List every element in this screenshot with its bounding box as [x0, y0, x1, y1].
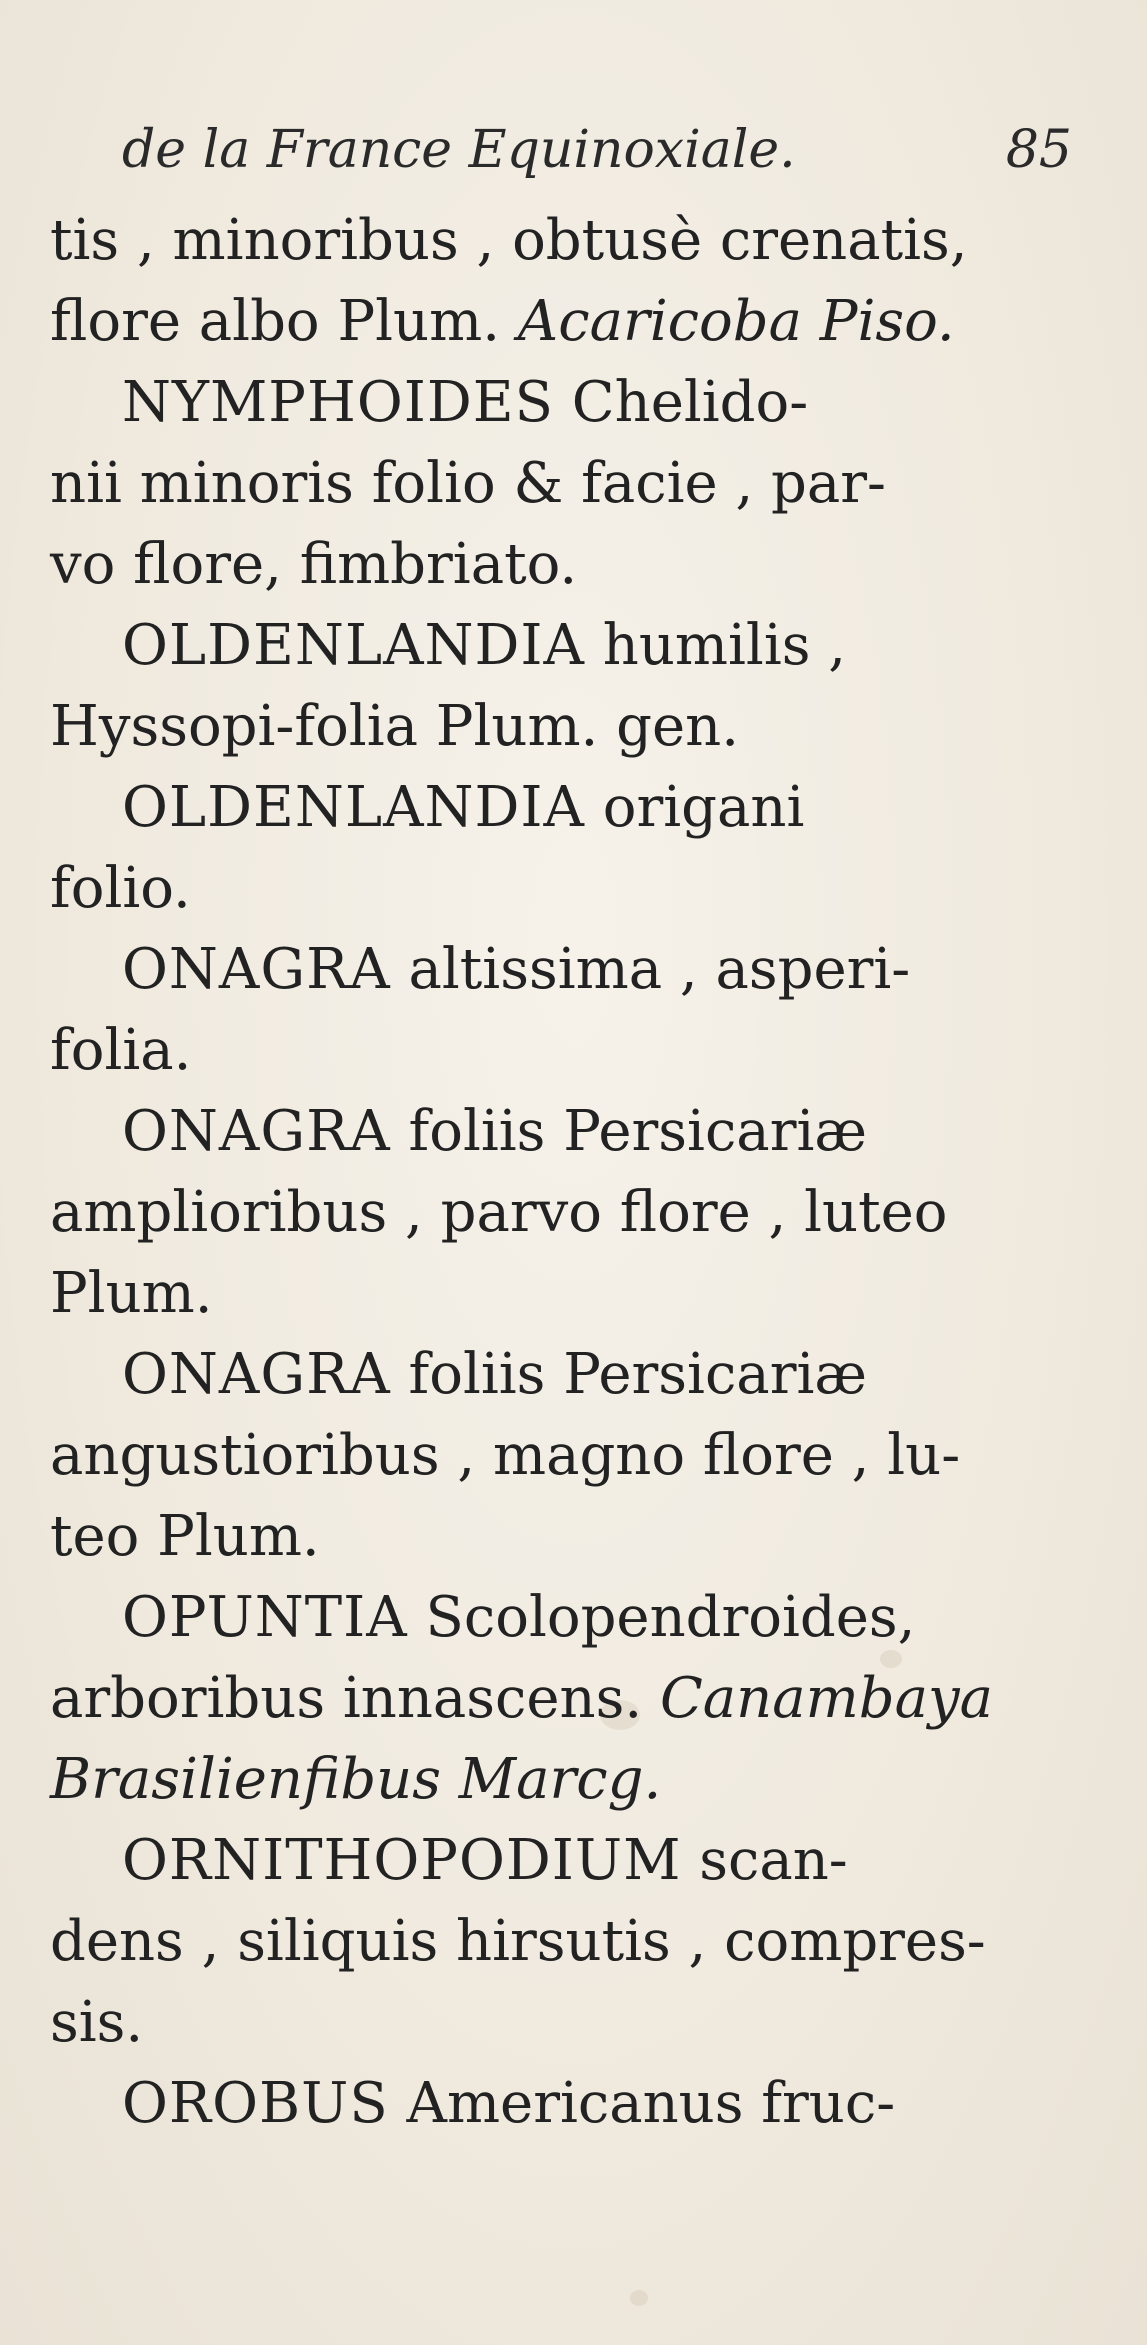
line-text: origani	[584, 775, 805, 840]
entry-heading: ONAGRA	[122, 1099, 391, 1164]
line-text: amplioribus , parvo flore , luteo	[50, 1180, 948, 1245]
entry-heading: ONAGRA	[122, 937, 391, 1002]
page-number: 85	[1005, 120, 1072, 180]
entry-heading: ORNITHOPODIUM	[122, 1828, 682, 1893]
line-text: Scolopendroides,	[407, 1585, 916, 1650]
line-text: dens , siliquis hirsutis , compres-	[50, 1909, 986, 1974]
entry-heading: NYMPHOIDES	[122, 370, 554, 435]
line-text: vo flore, fimbriato.	[50, 532, 578, 597]
header-title: de la France Equinoxiale.	[122, 120, 796, 180]
text-line	[50, 1739, 1070, 1820]
text-line	[50, 1496, 1070, 1577]
running-header	[122, 120, 1072, 200]
entry-heading: ONAGRA	[122, 1342, 391, 1407]
entry-heading: OROBUS	[122, 2071, 389, 2136]
text-line	[50, 1820, 1070, 1901]
text-line	[50, 686, 1070, 767]
text-line	[50, 767, 1070, 848]
line-text: angustioribus , magno flore , lu-	[50, 1423, 961, 1488]
line-text: foliis Persicariæ	[390, 1342, 868, 1407]
text-line	[50, 1091, 1070, 1172]
line-text: folia.	[50, 1018, 192, 1083]
text-line	[50, 1901, 1070, 1982]
line-text: arboribus innascens.	[50, 1666, 660, 1731]
page-body	[50, 200, 1070, 2144]
text-line	[50, 2063, 1070, 2144]
text-line	[50, 362, 1070, 443]
line-text: flore albo Plum.	[50, 289, 518, 354]
text-line	[50, 605, 1070, 686]
text-line	[50, 1415, 1070, 1496]
text-line	[50, 281, 1070, 362]
text-line	[50, 1334, 1070, 1415]
text-line	[50, 929, 1070, 1010]
line-text: teo Plum.	[50, 1504, 320, 1569]
text-line	[50, 443, 1070, 524]
italic-text: Acaricoba Piso.	[517, 289, 955, 354]
line-text: Plum.	[50, 1261, 213, 1326]
text-line	[50, 1982, 1070, 2063]
italic-text: Brasilienfibus Marcg.	[50, 1747, 662, 1812]
entry-heading: OLDENLANDIA	[122, 613, 585, 678]
text-line	[50, 848, 1070, 929]
italic-text: Canambaya	[659, 1666, 993, 1731]
text-line	[50, 1658, 1070, 1739]
text-line	[50, 524, 1070, 605]
line-text: altissima , asperi-	[390, 937, 911, 1002]
line-text: Hyssopi-folia Plum. gen.	[50, 694, 740, 759]
entry-heading: OLDENLANDIA	[122, 775, 585, 840]
line-text: foliis Persicariæ	[390, 1099, 868, 1164]
text-line	[50, 1253, 1070, 1334]
line-text: nii minoris folio & facie , par-	[50, 451, 886, 516]
line-text: sis.	[50, 1990, 144, 2055]
line-text: Americanus fruc-	[388, 2071, 896, 2136]
paper-stain	[630, 2290, 648, 2306]
line-text: scan-	[681, 1828, 848, 1893]
line-text: humilis ,	[584, 613, 847, 678]
line-text: folio.	[50, 856, 191, 921]
text-line	[50, 1010, 1070, 1091]
entry-heading: OPUNTIA	[122, 1585, 408, 1650]
line-text: tis , minoribus , obtusè crenatis,	[50, 208, 968, 273]
text-line	[50, 200, 1070, 281]
text-line	[50, 1577, 1070, 1658]
text-line	[50, 1172, 1070, 1253]
line-text: Chelido-	[554, 370, 809, 435]
